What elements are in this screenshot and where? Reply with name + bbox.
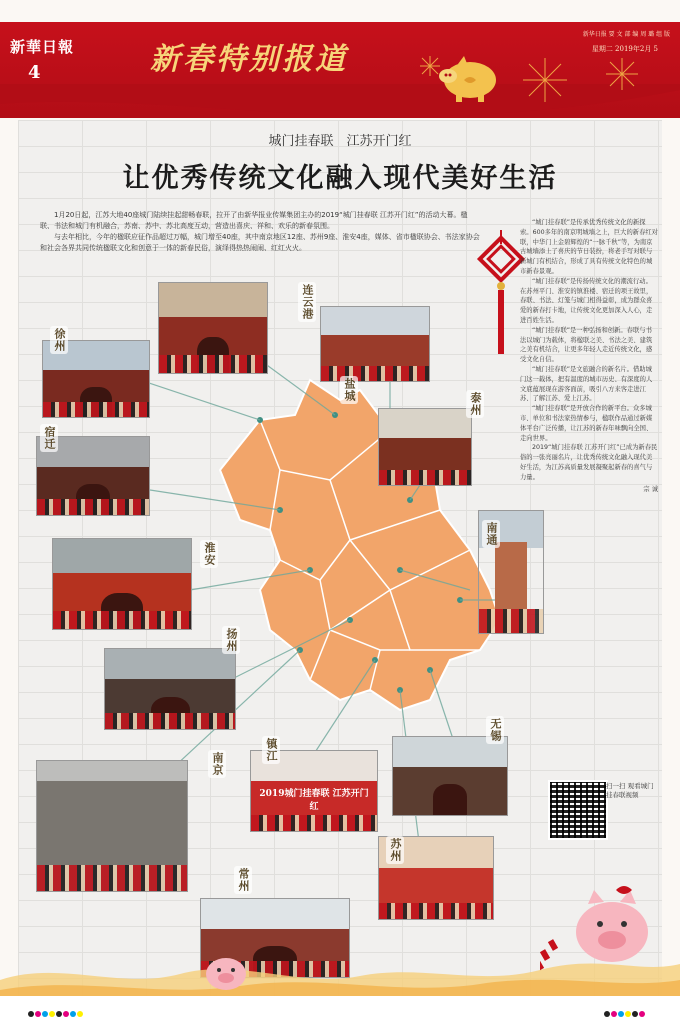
city-label-wuxi: 无锡 xyxy=(486,716,504,744)
city-label-zhenjiang: 镇江 xyxy=(262,736,280,764)
body-paragraph: “城门挂春联”是开放合作的新平台。众多城市、单位和书法家热情参与，楹联作品通过新媒体平台广泛传播，让江苏的新春年味飘向全国、走向世界。 xyxy=(520,405,653,442)
intro-paragraph: 与去年相比，今年的楹联应征作品超过万幅，城门增至40座，其中南京地区12座、苏州9座、淮安4座，媒体、省市楹联协会、书法家协会和社会各界共同传统楹联文化和创意于一体的新春民俗，演绎得热热闹闹、红红火火。 xyxy=(40,233,480,252)
city-label-suzhou: 苏州 xyxy=(386,836,404,864)
special-report-title: 新春特别报道 xyxy=(150,42,348,77)
city-label-suqian: 宿迁 xyxy=(40,424,58,452)
article-title: 让优秀传统文化融入现代美好生活 xyxy=(122,163,558,194)
city-label-xuzhou: 徐州 xyxy=(50,326,68,354)
body-paragraph: “城门挂春联”是一种弘扬和创新。春联与书法以城门为载体，将楹联之美、书法之美、建筑之美有机结合，让更多年轻人走近传统文化，感受文化自信。 xyxy=(520,326,653,364)
article-subtitle: 城门挂春联 江苏开门红 xyxy=(268,134,412,149)
photo-taizhou xyxy=(378,408,472,486)
photo-yancheng xyxy=(320,306,430,382)
body-paragraph: “城门挂春联”是传扬传统文化的潮流行动。在苏州平门、淮安的镇淮楼、宿迁的项王故里，春联、书法、灯笼与城门相得益彰，成为群众喜爱的新春打卡地，让传统文化更加深入人心，走进百姓生活。 xyxy=(520,277,653,324)
photo-yangzhou xyxy=(104,648,236,730)
body-paragraph: “城门挂春联”是传承优秀传统文化的新探索。600多年的南京明城墙之上，巨大的新春红对联，中华门上金碧辉煌的“一脉千秋”等，为南京古城墙添上了喜庆的节日装扮，将老手写对联与新城门有机结合，形成了具有传统文化特色的城市新春景观。 xyxy=(520,219,658,275)
pig-firecracker-icon xyxy=(540,880,660,980)
masthead-logo: 新華日報 xyxy=(10,38,75,56)
color-registration-dots xyxy=(28,1002,84,1021)
pig-icon xyxy=(206,958,246,990)
body-paragraph: “城门挂春联”是文旅融合的新名片。借助城门这一载体，把有温度的城市历史、有深度的人文底蕴展现在游客面前，吸引八方来客走进江苏、了解江苏、爱上江苏。 xyxy=(520,365,653,403)
city-label-yancheng: 盐城 xyxy=(340,376,358,404)
page-number: 4 xyxy=(28,62,41,83)
city-label-changzhou: 常州 xyxy=(234,866,252,894)
intro-paragraph: 1月20日起，江苏大地40座城门陆续挂起甜畅春联，拉开了由新华报业传媒集团主办的2019“城门挂春联 江苏开门红”的活动大幕。楹联、书法和城门有机融合，苏南、苏中、苏北高度互动，营造出喜庆、祥和、欢乐的新春氛围。 xyxy=(40,211,468,230)
photo-lianyungang xyxy=(158,282,268,374)
photo-huaian xyxy=(52,538,192,630)
photo-wuxi xyxy=(392,736,508,816)
header-info: 新华日报 要 文 部 编 周 璐 组 版 xyxy=(582,31,670,38)
qr-code[interactable] xyxy=(548,780,608,840)
header-date: 星期二 2019年2月 5 xyxy=(591,45,658,53)
city-label-taizhou: 泰州 xyxy=(466,390,484,418)
body-paragraph: 2019“城门挂春联 江苏开门红”已成为新春民俗的一张亮丽名片，让优秀传统文化融入现代美好生活，为江苏高质量发展凝聚起新春的喜气与力量。 xyxy=(520,444,658,481)
qr-caption: 扫一扫 观看城门挂春联视频 xyxy=(606,782,654,799)
photo-nanjing xyxy=(36,760,188,892)
city-label-huaian: 淮安 xyxy=(200,540,218,568)
city-label-nantong: 南通 xyxy=(482,520,500,548)
color-registration-dots xyxy=(604,1002,646,1021)
city-label-nanjing: 南京 xyxy=(208,750,226,778)
photo-banner-text: 2019城门挂春联 江苏开门红 xyxy=(258,786,370,800)
city-label-yangzhou: 扬州 xyxy=(222,626,240,654)
bottom-strip xyxy=(0,996,680,1024)
article-author: 宗 诚 xyxy=(643,485,658,493)
city-label-lianyungang: 连云港 xyxy=(298,282,316,322)
